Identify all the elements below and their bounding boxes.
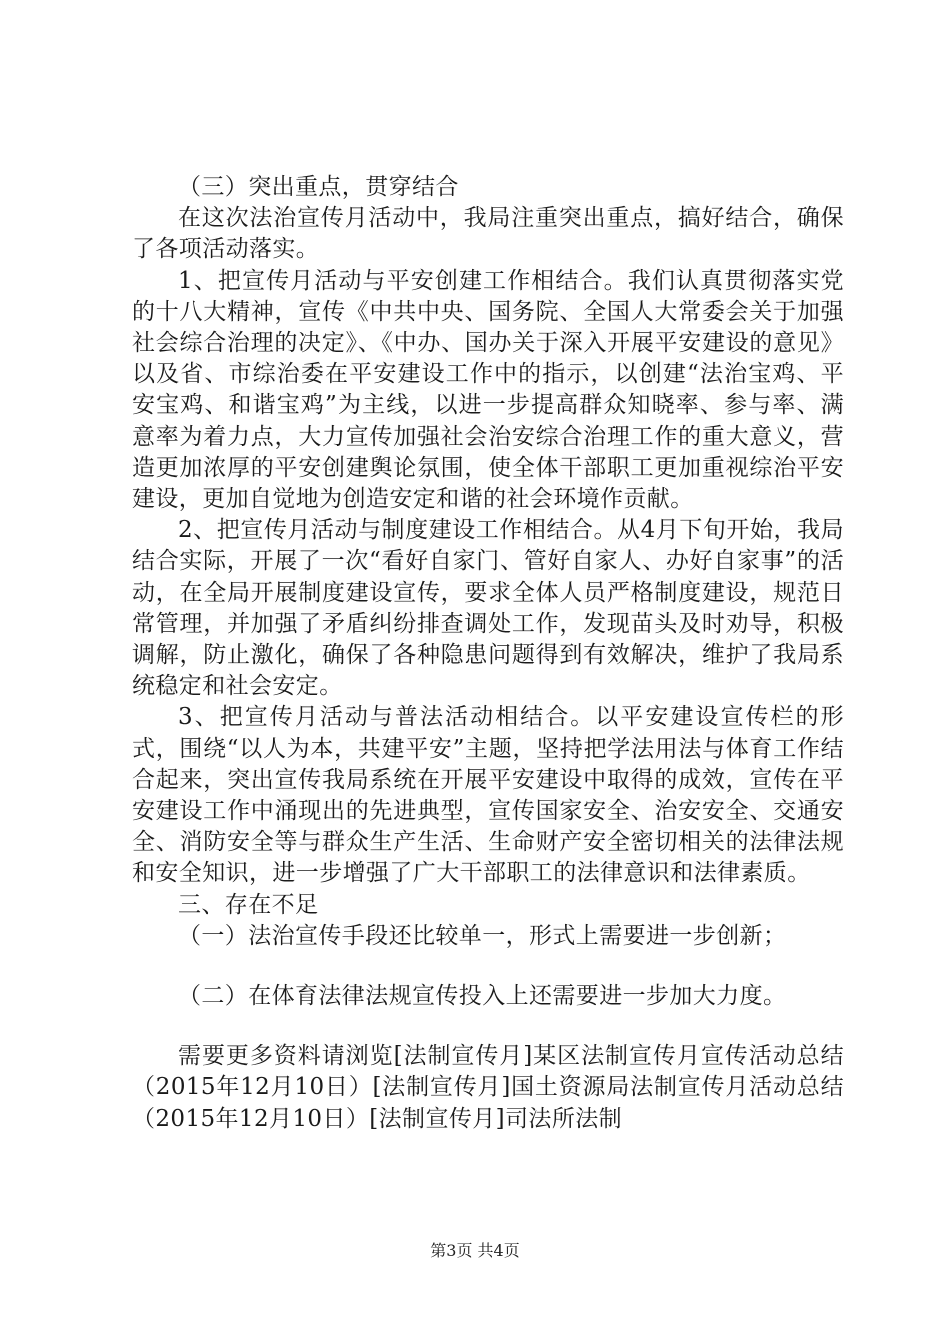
paragraph-item-3: 3、把宣传月活动与普法活动相结合。以平安建设宣传栏的形式，围绕“以人为本，共建平安”主题，坚持把学法用法与体育工作结合起来，突出宣传我局系统在开展平安建设中取得的成效，宣传在平安建设工作中涌现出的先进典型，宣传国家安全、治安安全、交通安全、消防安全等与群众生产生活、生命财产安全密切相关的法律法规和安全知识，进一步增强了广大干部职工的法律意识和法律素质。	[132, 704, 844, 887]
paragraph-item-1: 1、把宣传月活动与平安创建工作相结合。我们认真贯彻落实党的十八大精神，宣传《中共中央、国务院、全国人大常委会关于加强社会综合治理的决定》、《中办、国办关于深入开展平安建设的意见》以及省、市综治委在平安建设工作中的指示，以创建“法治宝鸡、平安宝鸡、和谐宝鸡”为主线，以进一步提高群众知晓率、参与率、满意率为着力点，大力宣传加强社会治安综合治理工作的重大意义，营造更加浓厚的平安创建舆论氛围，使全体干部职工更加重视综治平安建设，更加自觉地为创造安定和谐的社会环境作贡献。	[132, 267, 844, 513]
more-resources-paragraph: 需要更多资料请浏览[法制宣传月]某区法制宣传月宣传活动总结（2015年12月10日）[法制宣传月]国土资源局法制宣传月活动总结（2015年12月10日）[法制宣传月]司法所法制	[132, 1043, 844, 1132]
paragraph-intro: 在这次法治宣传月活动中，我局注重突出重点，搞好结合，确保了各项活动落实。	[132, 205, 844, 263]
section-heading-shortcomings: 三、存在不足	[178, 891, 319, 918]
shortcoming-item-1: （一）法治宣传手段还比较单一，形式上需要进一步创新；	[178, 922, 787, 949]
spacer	[132, 952, 844, 981]
spacer	[132, 1012, 844, 1041]
page-footer: 第3页 共4页	[430, 1241, 520, 1260]
paragraph-item-2: 2、把宣传月活动与制度建设工作相结合。从4月下旬开始，我局结合实际，开展了一次“看好自家门、管好自家人、办好自家事”的活动，在全局开展制度建设宣传，要求全体人员严格制度建设，规范日常管理，并加强了矛盾纠纷排查调处工作，发现苗头及时劝导，积极调解，防止激化，确保了各种隐患问题得到有效解决，维护了我局系统稳定和社会安定。	[132, 517, 844, 700]
document-body	[132, 172, 844, 1135]
shortcoming-item-2: （二）在体育法律法规宣传投入上还需要进一步加大力度。	[178, 983, 787, 1010]
section-heading-highlight-focus: （三）突出重点，贯穿结合	[178, 174, 459, 200]
